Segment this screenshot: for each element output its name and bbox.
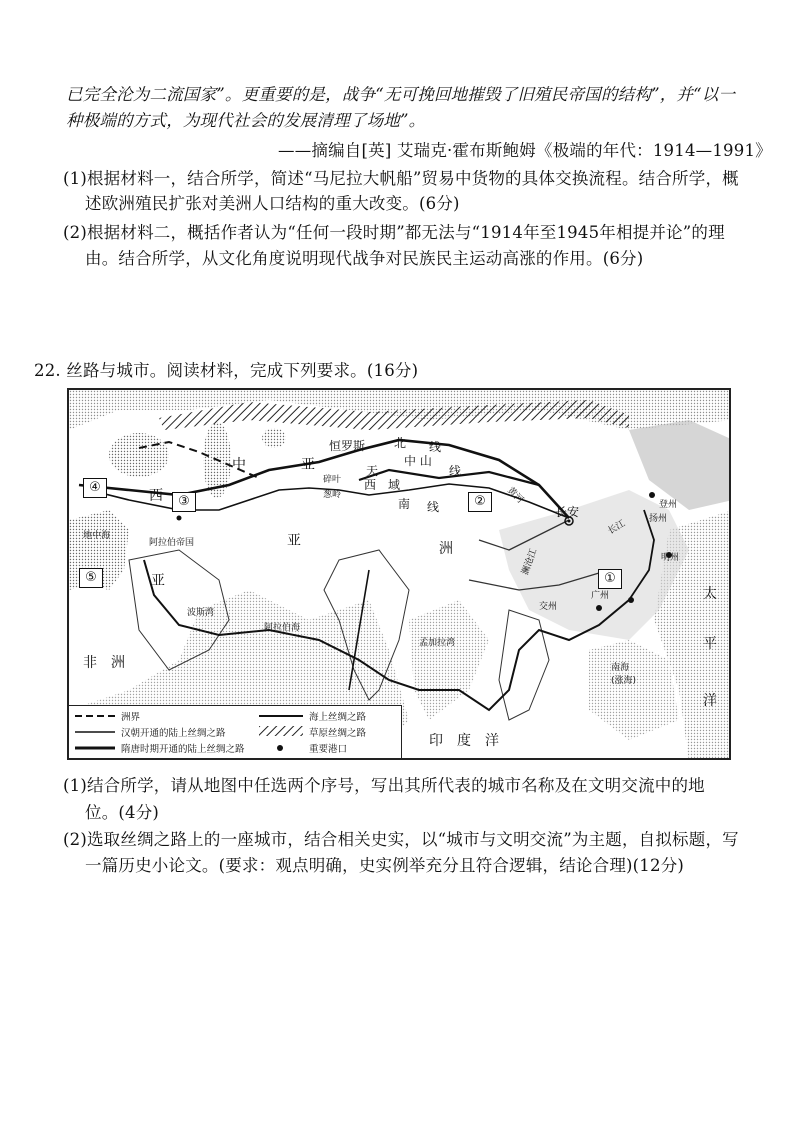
legend-port: 重要港口 bbox=[309, 744, 348, 755]
part-1-line-1: (1)结合所学，请从地图中任选两个序号，写出其所代表的城市名称及在文明交流中的地 bbox=[63, 776, 705, 795]
marker-4: ④ bbox=[83, 478, 107, 498]
legend-suitang-land: 隋唐时期开通的陆上丝绸之路 bbox=[121, 744, 245, 755]
port-dot-3 bbox=[649, 492, 655, 498]
label-nan: 南 bbox=[398, 497, 411, 511]
label-yangzhou: 扬州 bbox=[649, 514, 668, 524]
question-22-title: 22. 丝路与城市。阅读材料，完成下列要求。(16分) bbox=[34, 361, 419, 380]
label-bay-of-bengal: 孟加拉湾 bbox=[419, 638, 456, 648]
southeast-asia-peninsula bbox=[499, 610, 549, 720]
marker-1: ① bbox=[598, 569, 622, 589]
question-1-line-1: (1)根据材料一，结合所学，简述“马尼拉大帆船”贸易中货物的具体交换流程。结合所学，概 bbox=[63, 169, 739, 188]
legend-sea-line bbox=[259, 713, 303, 719]
question-1-line-2: 述欧洲殖民扩张对美洲人口结构的重大改变。(6分) bbox=[85, 194, 460, 213]
label-mingzhou: 明州 bbox=[661, 553, 680, 563]
label-pacific-2: 平 bbox=[703, 636, 717, 652]
label-zhou: 洲 bbox=[439, 541, 453, 557]
marker-2: ② bbox=[468, 492, 492, 512]
label-pacific-1: 太 bbox=[703, 586, 717, 602]
legend-han-land: 汉朝开通的陆上丝绸之路 bbox=[121, 728, 226, 739]
label-xian3: 线 bbox=[427, 500, 440, 514]
legend-sea: 海上丝绸之路 bbox=[309, 712, 367, 723]
label-changan: 长安 bbox=[555, 505, 580, 519]
label-xi: 西 bbox=[149, 488, 163, 504]
label-tian: 天 bbox=[366, 464, 379, 478]
south-china-sea bbox=[589, 640, 679, 740]
label-indian-ocean: 印 度 洋 bbox=[429, 733, 499, 749]
label-yellow-river: 黄河 bbox=[505, 485, 525, 506]
northeast-land bbox=[629, 420, 731, 510]
material-text-line-1: 已完全沦为二流国家”。更重要的是，战争“无可挽回地摧毁了旧殖民帝国的结构”，并“以一 bbox=[66, 85, 736, 104]
aral-sea bbox=[262, 428, 286, 448]
label-ya3: 亚 bbox=[151, 573, 165, 589]
material-text-line-2: 种极端的方式，为现代社会的发展清理了场地”。 bbox=[66, 111, 426, 130]
label-persian-gulf: 波斯湾 bbox=[187, 608, 215, 618]
silk-road-map bbox=[67, 388, 731, 760]
label-bei: 北 bbox=[394, 436, 407, 450]
question-2-line-2: 由。结合所学，从文化角度说明现代战争对民族民主运动高涨的作用。(6分) bbox=[85, 249, 644, 268]
port-dot-1 bbox=[628, 597, 634, 603]
label-xiyu: 西 域 bbox=[364, 478, 401, 492]
label-pacific-3: 洋 bbox=[703, 693, 717, 709]
legend-dashed-line bbox=[75, 713, 115, 719]
marker-5: ⑤ bbox=[79, 568, 103, 588]
label-lancang: 澜沧江 bbox=[520, 547, 540, 577]
label-dengzhou: 登州 bbox=[659, 500, 678, 510]
legend-hatch bbox=[259, 726, 303, 736]
map-legend bbox=[69, 705, 402, 758]
marker-3: ③ bbox=[172, 492, 196, 512]
label-congling: 葱岭 bbox=[323, 490, 342, 500]
label-nanhai: 南海 (涨海) bbox=[611, 663, 637, 686]
label-yangtze: 长江 bbox=[606, 518, 628, 537]
label-mediterranean: 地中海 bbox=[83, 531, 111, 541]
label-xian2: 线 bbox=[449, 464, 462, 478]
label-zhong: 中 bbox=[232, 457, 246, 473]
port-dot-2 bbox=[596, 605, 602, 611]
label-hengluosi: 恒罗斯 bbox=[329, 439, 366, 453]
city-dot-3 bbox=[177, 516, 182, 521]
label-zhongshan: 中 山 bbox=[404, 454, 432, 468]
label-arabian-sea: 阿拉伯海 bbox=[264, 623, 301, 633]
label-xian1: 线 bbox=[429, 440, 442, 454]
label-guangzhou: 广州 bbox=[591, 591, 610, 601]
part-2-line-2: 一篇历史小论文。(要求：观点明确，史实例举充分且符合逻辑，结论合理)(12分) bbox=[85, 856, 685, 875]
source-citation: ——摘编自[英] 艾瑞克·霍布斯鲍姆《极端的年代：1914—1991》 bbox=[278, 141, 772, 160]
legend-thin-line bbox=[75, 729, 115, 735]
label-ya2: 亚 bbox=[287, 533, 301, 549]
label-arab-empire: 阿拉伯帝国 bbox=[149, 538, 195, 548]
legend-port-dot bbox=[275, 743, 285, 753]
legend-thick-line bbox=[75, 745, 115, 751]
question-2-line-1: (2)根据材料二，概括作者认为“任何一段时期”都无法与“1914年至1945年相提并论”的理 bbox=[63, 223, 725, 242]
label-jiaozhou: 交州 bbox=[539, 602, 558, 612]
label-africa: 非 洲 bbox=[83, 655, 125, 671]
black-sea bbox=[109, 433, 169, 477]
label-ya1: 亚 bbox=[301, 457, 315, 473]
part-1-line-2: 位。(4分) bbox=[85, 803, 160, 822]
label-suiye: 碎叶 bbox=[323, 475, 342, 485]
part-2-line-1: (2)选取丝绸之路上的一座城市，结合相关史实，以“城市与文明交流”为主题，自拟标题，写 bbox=[63, 830, 739, 849]
legend-grass: 草原丝绸之路 bbox=[309, 728, 367, 739]
legend-boundary: 洲界 bbox=[121, 712, 141, 723]
